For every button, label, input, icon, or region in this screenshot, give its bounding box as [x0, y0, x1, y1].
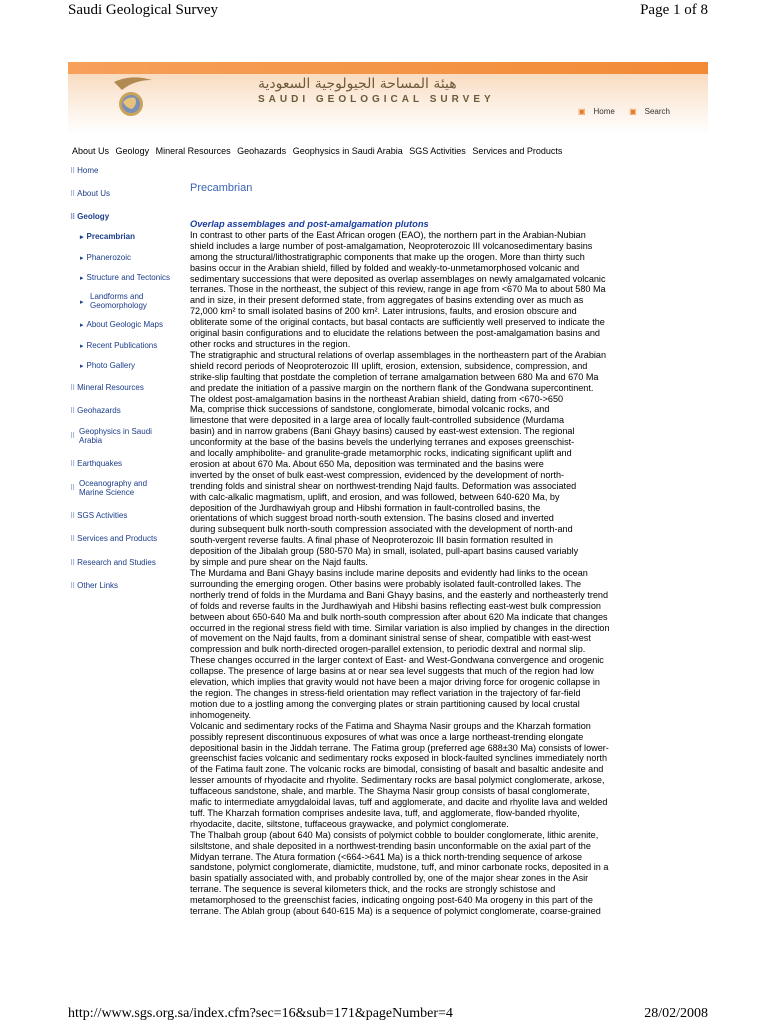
article-line: obliterate some of the original contacts, but basal contacts are sufficiently well preserved to indicate the	[190, 317, 605, 328]
article-line: occurred in the regional stress field with time. Similar variation is also implied by changes in the direction	[190, 622, 610, 633]
sidebar-subitem-publications[interactable]	[80, 341, 180, 350]
article-line: deposition of the Jurdhawiyah group and Hibshi formation in fault-controlled basins, the	[190, 502, 541, 513]
article-line: of folds and reverse faults in the Jurdhawiyah and Hibshi basins reflecting east-west bulk compression	[190, 600, 601, 611]
arrow-right-icon: ▸	[80, 275, 84, 282]
banner-search-link[interactable]	[623, 107, 670, 116]
sgs-logo-icon[interactable]	[108, 76, 154, 122]
article-line: compression and bulk north-directed orogen-parallel extension, to periodic dextral and normal slip.	[190, 644, 586, 655]
article-line: of the Fatima fault zone. The volcanic rocks are bimodal, consisting of basalt and basaltic andesite and	[190, 764, 604, 775]
sidebar-item-geophysics[interactable]	[70, 427, 180, 445]
sidebar-item-label: Marine Science	[79, 488, 135, 497]
article-line: Midyan terrane. The Atura formation (<664->641 Ma) is a thick north-trending sequence of arkose	[190, 851, 583, 862]
topnav-geology[interactable]: Geology	[115, 146, 150, 156]
sidebar-item-label: Earthquakes	[77, 459, 123, 468]
sidebar-item-geology[interactable]	[70, 212, 180, 221]
article-line: strike-slip faulting that postdate the completion of terrane amalgamation between 680 Ma and 670 Ma	[190, 371, 599, 382]
article-line: shield includes a large number of post-amalgamation, Neoproterozoic III volcanosedimentary basins	[190, 240, 593, 251]
article-line: basin) and in narrow grabens (Bani Ghayy basins) caused by east-west extension. The regional	[190, 426, 575, 437]
article-line: of movement on the Najd faults, from a dominant sinistral sense of shear, compatible with east-west	[190, 633, 591, 644]
banner-links	[566, 107, 670, 116]
article-line: motion due to a jostling among the converging plates or strain partitioning caused by local crustal	[190, 698, 580, 709]
article-line: These changes occurred in the larger context of East- and West-Gondwana convergence and orogenic	[190, 655, 604, 666]
article-line: mafic to intermediate amygdaloidal lavas, tuff and agglomerate, and dacite and rhyolite lava and welded	[190, 797, 608, 808]
sidebar-item-label: About Geologic Maps	[86, 320, 164, 329]
article-line: terrane. The sequence is several kilometers thick, and the rocks are strongly schistose and	[190, 884, 556, 895]
article-line: with calc-alkalic magmatism, uplift, and erosion, and was followed, between 640-620 Ma, by	[190, 491, 560, 502]
article-line: original basin configurations and to elucidate the relations between the post-amalgamation basins and	[190, 328, 600, 339]
arrow-right-icon: ▸	[80, 255, 84, 262]
banner-top-bar	[68, 62, 708, 74]
article-line: basins occur in the Arabian shield, filled by folded and weakly-to-unmetamorphosed volcanic and	[190, 262, 580, 273]
article-line: erosion at about 670 Ma. About 650 Ma, deposition was terminated and the basins were	[190, 458, 544, 469]
article-heading: Overlap assemblages and post-amalgamation plutons	[190, 219, 429, 229]
sidebar-item-label: Mineral Resources	[77, 383, 144, 392]
article-line: silsltstone, and shale deposited in a northwest-trending basin unconformable on the axial part of the	[190, 840, 591, 851]
article-line: sedimentary successions that were deposited as overlap assemblages on newly amalgamated volcanic	[190, 273, 606, 284]
grid-bullet-icon: ⠿	[70, 433, 76, 440]
sidebar-subitem-gallery[interactable]	[80, 361, 180, 370]
sidebar-item-label: Home	[77, 166, 99, 175]
topnav-geohazards[interactable]: Geohazards	[237, 146, 287, 156]
sidebar-item-earthquakes[interactable]	[70, 459, 180, 468]
article-line: orientations of which suggest broad north-south extension. The basins closed and inverted	[190, 513, 554, 524]
grid-bullet-icon: ⠿	[70, 461, 76, 468]
article-line: Volcanic and sedimentary rocks of the Fatima and Shayma Nasir groups and the Kharzah formation	[190, 720, 591, 731]
article-line: collapse. The presence of large basins at or near sea level suggests that much of the region had low	[190, 666, 594, 677]
article-line: sandstone, polymict conglomerate, diamictite, mudstone, tuff, and minor carbonate rocks, deposited in a	[190, 862, 609, 873]
banner-home-link[interactable]	[572, 107, 615, 116]
article-line: elevation, which implies that gravity would not have been a major driving force for orogenic collapse in	[190, 677, 600, 688]
topnav-mineral[interactable]: Mineral Resources	[155, 146, 231, 156]
sidebar-subitem-precambrian[interactable]	[80, 232, 180, 241]
topnav-activities[interactable]: SGS Activities	[409, 146, 466, 156]
sidebar-item-research[interactable]	[70, 558, 180, 567]
sidebar-subitem-landforms[interactable]	[80, 292, 180, 310]
article-line: shield record periods of Neoproterozoic III uplift, erosion, extension, subsidence, compression, and	[190, 360, 588, 371]
arrow-right-icon: ▸	[80, 322, 84, 329]
article-line: The Thalbah group (about 640 Ma) consists of polymict cobble to boulder conglomerate, lithic arenite,	[190, 829, 599, 840]
article-line: The Murdama and Bani Ghayy basins include marine deposits and evidently had links to the ocean	[190, 568, 588, 578]
article-line: south-vergent reverse faults. A final phase of Neoproterozoic III basin formation resulted in	[190, 535, 553, 546]
sidebar-item-label: Other Links	[77, 581, 119, 590]
sidebar-subitem-structure[interactable]	[80, 273, 180, 282]
article-body	[190, 219, 710, 917]
article-line: Ma, comprise thick successions of sandstone, conglomerate, bimodal volcanic rocks, and	[190, 404, 550, 415]
grid-bullet-icon: ⠿	[70, 385, 76, 392]
article-line: northerly trend of folds in the Murdama and Bani Ghayy basins, and the easterly and northeasterly trend	[190, 589, 609, 600]
article-line: and predate the initiation of a passive margin on the northern flank of the Gondwana supercontinent.	[190, 382, 594, 393]
print-url: http://www.sgs.org.sa/index.cfm?sec=16&sub=171&pageNumber=4	[68, 1006, 453, 1021]
grid-bullet-icon: ⠿	[70, 214, 76, 221]
grid-bullet-icon: ⠿	[70, 513, 76, 520]
banner-search-label: Search	[644, 107, 670, 116]
article-line: terranes. Those in the northeast, the subject of this review, range in age from <670 Ma to about 580 Ma	[190, 284, 606, 295]
article-line: among the structural/lithostratigraphic components that make up the orogen. More than thirty such	[190, 251, 585, 262]
article-line: during subsequent bulk north-south compression associated with the development of north-and	[190, 524, 573, 535]
banner-english-title: SAUDI GEOLOGICAL SURVEY	[258, 94, 495, 105]
article-line: inhomogeneity.	[190, 709, 252, 720]
article-line: metamorphosed to the greenschist facies, indicating ongoing post-640 Ma orogeny in this part of the	[190, 895, 593, 906]
article-line: the region. The changes in stress-field orientation may reflect variation in the trajectory of far-field	[190, 687, 581, 698]
article-line: deposition of the Jibalah group (580-570 Ma) in small, isolated, pull-apart basins caused variably	[190, 546, 579, 557]
article-line: basin spatially associated with, and probably controlled by, one of the major shear zones in the Asir	[190, 873, 589, 884]
article-line: and locally amphibolite- and granulite-grade metamorphic rocks, indicating significant uplift and	[190, 448, 572, 459]
arrow-right-icon: ▸	[80, 363, 84, 370]
top-navigation	[72, 146, 566, 156]
grid-bullet-icon: ⠿	[70, 536, 76, 543]
article-line: lesser amounts of rhyodacite and rhyolite. Sedimentary rocks are basal polymict conglomerate, arkose,	[190, 775, 605, 786]
article-line: possibly represent discontinuous exposures of what was once a large northeast-trending elongate	[190, 731, 584, 742]
section-title: Precambrian	[190, 182, 253, 194]
sidebar-item-label: Geophysics in Saudi	[79, 427, 152, 436]
sidebar-item-label: SGS Activities	[77, 511, 128, 520]
article-line: other rocks and structures in the region.	[190, 338, 351, 349]
article-line: The stratigraphic and structural relations of overlap assemblages in the northeastern part of the Arabian	[190, 349, 607, 360]
print-site-title: Saudi Geological Survey	[68, 2, 218, 18]
sidebar-item-label: Photo Gallery	[86, 361, 135, 370]
sidebar-item-label: Oceanography and	[79, 479, 148, 488]
sidebar-item-label: Recent Publications	[86, 341, 158, 350]
sidebar-subitem-maps[interactable]	[80, 320, 180, 329]
print-date: 28/02/2008	[644, 1006, 708, 1021]
home-icon: ▣	[577, 107, 586, 116]
sidebar-item-label: Services and Products	[77, 534, 158, 543]
sidebar-item-services[interactable]	[70, 534, 180, 543]
sidebar-item-label: Arabia	[79, 436, 103, 445]
sidebar-item-label: Precambrian	[86, 232, 135, 241]
arrow-right-icon: ▸	[80, 299, 84, 306]
grid-bullet-icon: ⠿	[70, 485, 76, 492]
banner-home-label: Home	[593, 107, 615, 116]
search-icon: ▣	[629, 107, 637, 116]
sidebar-item-label: Geology	[77, 212, 110, 221]
article-line: The oldest post-amalgamation basins in the northeast Arabian shield, dating from <670->650	[190, 393, 564, 404]
article-line: trending folds and sinistral shear on northwest-trending Najd faults. Deformation was associated	[190, 480, 577, 491]
arrow-right-icon: ▸	[80, 343, 84, 350]
sidebar-item-label: Geohazards	[77, 406, 121, 415]
print-page-number: Page 1 of 8	[640, 2, 708, 18]
grid-bullet-icon: ⠿	[70, 560, 76, 567]
article-text	[190, 230, 710, 917]
article-line: depositional basin in the Jiddah terrane. The Fatima group (preferred age 688±30 Ma) consists of lower-	[190, 742, 609, 753]
sidebar-subitem-phanerozoic[interactable]	[80, 253, 180, 262]
article-line: and in size, in their present deformed state, from aggregates of basins extending over as much as	[190, 295, 584, 306]
grid-bullet-icon: ⠿	[70, 408, 76, 415]
sidebar-item-label: Landforms and	[90, 292, 144, 301]
sidebar-item-about[interactable]	[70, 189, 180, 198]
arrow-right-icon: ▸	[80, 234, 84, 241]
article-line: limestone that were deposited in a large area of locally fault-controlled subsidence (Murdama	[190, 415, 565, 426]
sidebar-item-label: Research and Studies	[77, 558, 156, 567]
topnav-geophysics[interactable]: Geophysics in Saudi Arabia	[292, 146, 403, 156]
sidebar-item-activities[interactable]	[70, 511, 180, 520]
article-line: rhyodacite, dacite, siltstone, tuffaceous graywacke, and polymict conglomerate.	[190, 818, 509, 829]
sidebar-item-other[interactable]	[70, 581, 180, 590]
article-line: terrane. The Ablah group (about 640-615 Ma) is a sequence of polymict conglomerate, coarse-grained	[190, 906, 601, 917]
sidebar-item-label: Structure and Tectonics	[86, 273, 170, 282]
sidebar-item-geohazards[interactable]	[70, 406, 180, 415]
article-line: by simple and pure shear on the Najd faults.	[190, 557, 368, 568]
sidebar-item-label: Geomorphology	[90, 301, 147, 310]
print-header	[0, 0, 768, 26]
article-line: unconformity at the base of the basins bevels the underlying terranes and exposes greenschist-	[190, 437, 575, 448]
grid-bullet-icon: ⠿	[70, 168, 76, 175]
article-line: surrounding the emerging orogen. Other basins were probably isolated fault-controlled lakes. The	[190, 578, 582, 589]
article-line: In contrast to other parts of the East African orogen (EAO), the northern part in the Arabian-Nubian	[190, 229, 586, 240]
article-line: tuffaceous sandstone, shale, and marble. The Shayma Nasir group consists of basal conglomerate,	[190, 786, 590, 797]
grid-bullet-icon: ⠿	[70, 191, 76, 198]
topnav-about[interactable]: About Us	[72, 146, 110, 156]
banner-arabic-title: هيئة المساحة الجيولوجية السعودية	[258, 76, 457, 92]
grid-bullet-icon: ⠿	[70, 583, 76, 590]
sidebar-item-label: About Us	[77, 189, 111, 198]
sidebar-item-home[interactable]	[70, 166, 180, 175]
article-line: greenschist facies volcanic and sedimentary rocks exposed in block-faulted synclines immediately north	[190, 753, 607, 764]
topnav-services[interactable]: Services and Products	[472, 146, 563, 156]
sidebar-item-mineral[interactable]	[70, 383, 180, 392]
article-line: 72,000 km² to small isolated basins of 200 km². Later intrusions, faults, and erosion obscure and	[190, 306, 577, 317]
article-line: inverted by the onset of bulk east-west compression, evidenced by the development of north-	[190, 469, 565, 480]
site-banner	[68, 62, 708, 134]
article-line: tuff. The Kharzah formation comprises andesite lava, tuff, and agglomerate, flow-banded rhyolite,	[190, 807, 580, 818]
sidebar-item-oceanography[interactable]	[70, 479, 180, 497]
article-line: between about 650-640 Ma and bulk north-south compression after about 620 Ma indicate that changes	[190, 611, 608, 622]
sidebar-item-label: Phanerozoic	[86, 253, 131, 262]
